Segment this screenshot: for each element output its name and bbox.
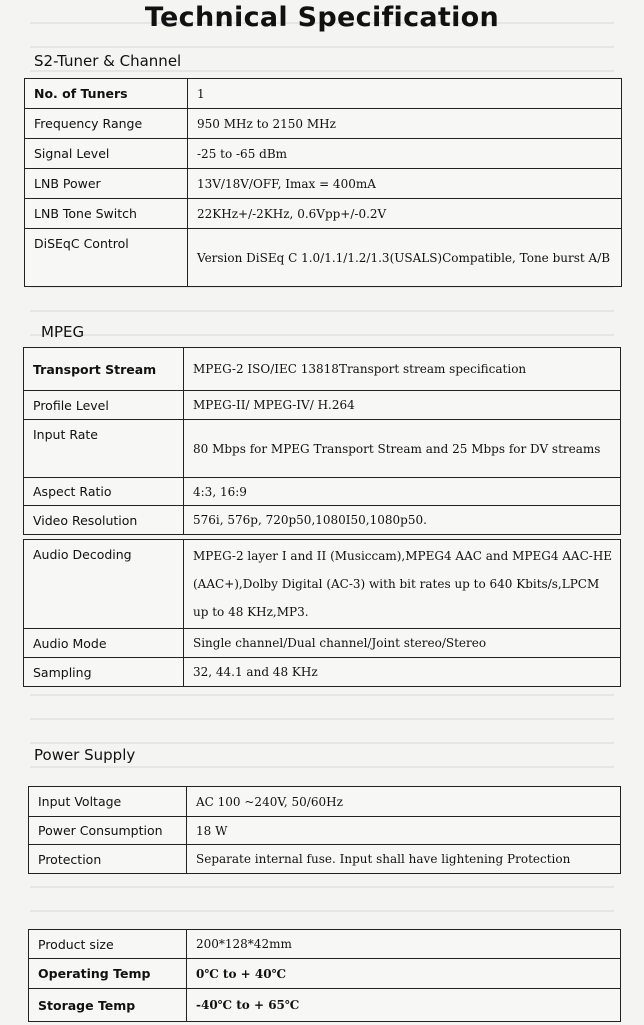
row-label: Input Voltage	[29, 787, 187, 817]
table-row	[24, 506, 621, 535]
power-table	[28, 786, 621, 874]
row-label: Frequency Range	[25, 109, 188, 139]
row-value: MPEG-2 ISO/IEC 13818Transport stream specification	[184, 348, 621, 391]
table-row	[29, 930, 621, 959]
table-row	[24, 420, 621, 478]
tuner-table	[24, 78, 622, 287]
table-row	[24, 540, 621, 629]
table-row	[25, 169, 622, 199]
table-row	[24, 629, 621, 658]
row-value: 1	[188, 79, 622, 109]
row-label: Audio Decoding	[24, 540, 184, 629]
table-row	[25, 79, 622, 109]
section-heading-tuner: S2-Tuner & Channel	[34, 52, 182, 70]
row-label: Video Resolution	[24, 506, 184, 535]
row-label: Power Consumption	[29, 817, 187, 845]
table-row	[24, 348, 621, 391]
row-label: Profile Level	[24, 391, 184, 420]
page-title: Technical Specification	[144, 2, 500, 33]
row-label: Aspect Ratio	[24, 478, 184, 506]
table-row	[29, 787, 621, 817]
row-value: 22KHz+/-2KHz, 0.6Vpp+/-0.2V	[188, 199, 622, 229]
row-value: 13V/18V/OFF, Imax = 400mA	[188, 169, 622, 199]
section-heading-power: Power Supply	[34, 746, 136, 764]
table-row	[24, 478, 621, 506]
table-row	[25, 109, 622, 139]
row-label: Transport Stream	[24, 348, 184, 391]
row-value: -25 to -65 dBm	[188, 139, 622, 169]
row-value: 0℃ to + 40℃	[187, 959, 621, 989]
row-label: Signal Level	[25, 139, 188, 169]
row-value: 32, 44.1 and 48 KHz	[184, 658, 621, 687]
table-row	[29, 989, 621, 1022]
row-label: Protection	[29, 845, 187, 874]
row-label: Operating Temp	[29, 959, 187, 989]
table-row	[25, 139, 622, 169]
mpeg-table	[23, 347, 621, 535]
row-label: Storage Temp	[29, 989, 187, 1022]
table-row	[29, 959, 621, 989]
table-row	[24, 658, 621, 687]
row-label: Input Rate	[24, 420, 184, 478]
row-value: 576i, 576p, 720p50,1080I50,1080p50.	[184, 506, 621, 535]
audio-table	[23, 539, 621, 687]
row-label: No. of Tuners	[25, 79, 188, 109]
row-value: 4:3, 16:9	[184, 478, 621, 506]
row-label: LNB Tone Switch	[25, 199, 188, 229]
row-value: -40℃ to + 65℃	[187, 989, 621, 1022]
row-label: Sampling	[24, 658, 184, 687]
row-value: 18 W	[187, 817, 621, 845]
row-value: Separate internal fuse. Input shall have lightening Protection	[187, 845, 621, 874]
row-label: Product size	[29, 930, 187, 959]
row-value: 200*128*42mm	[187, 930, 621, 959]
physical-table	[28, 929, 621, 1022]
table-row	[24, 391, 621, 420]
row-value: MPEG-2 layer I and II (Musiccam),MPEG4 AAC and MPEG4 AAC-HE (AAC+),Dolby Digital (AC-3) with bit rates up to 640 Kbits/s,LPCM up to 48 KHz,MP3.	[184, 540, 621, 629]
row-value: 950 MHz to 2150 MHz	[188, 109, 622, 139]
table-row	[25, 229, 622, 287]
row-value: 80 Mbps for MPEG Transport Stream and 25 Mbps for DV streams	[184, 420, 621, 478]
table-row	[25, 199, 622, 229]
table-row	[29, 817, 621, 845]
row-label: LNB Power	[25, 169, 188, 199]
row-value: Single channel/Dual channel/Joint stereo/Stereo	[184, 629, 621, 658]
row-value: AC 100 ~240V, 50/60Hz	[187, 787, 621, 817]
row-value: Version DiSEq C 1.0/1.1/1.2/1.3(USALS)Compatible, Tone burst A/B	[188, 229, 622, 287]
row-value: MPEG-II/ MPEG-IV/ H.264	[184, 391, 621, 420]
section-heading-mpeg: MPEG	[41, 323, 85, 341]
row-label: DiSEqC Control	[25, 229, 188, 287]
table-row	[29, 845, 621, 874]
row-label: Audio Mode	[24, 629, 184, 658]
